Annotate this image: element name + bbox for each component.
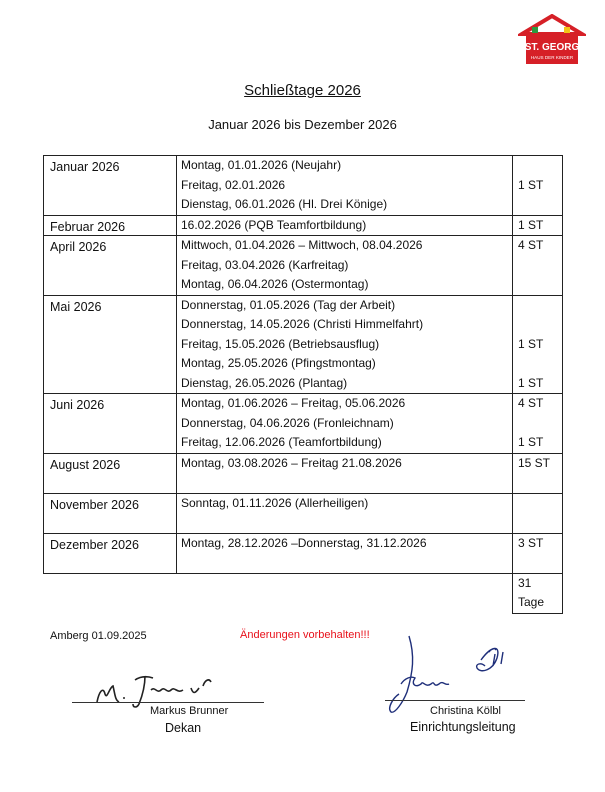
date-line: Donnerstag, 14.05.2026 (Christi Himmelfahrt) <box>181 317 424 331</box>
dates-cell <box>177 533 513 573</box>
signer2-name: Christina Kölbl <box>430 705 501 717</box>
count-cell <box>513 533 563 573</box>
total-cell <box>513 573 563 613</box>
page-title: Schließtage 2026 <box>244 82 361 99</box>
closing-days-table <box>43 155 563 614</box>
month-cell: November 2026 <box>44 493 177 533</box>
count-line <box>518 473 562 493</box>
month-cell: Mai 2026 <box>44 295 177 394</box>
signer1-name: Markus Brunner <box>150 705 229 717</box>
page-subtitle: Januar 2026 bis Dezember 2026 <box>208 117 397 132</box>
month-cell: Juni 2026 <box>44 394 177 454</box>
st-georg-logo <box>518 14 586 66</box>
dates-cell <box>177 394 513 454</box>
date-line: Mittwoch, 01.04.2026 – Mittwoch, 08.04.2026 <box>181 238 423 252</box>
total-line: Tage <box>518 595 545 609</box>
count-cell <box>513 394 563 454</box>
month-cell: Januar 2026 <box>44 156 177 216</box>
count-cell <box>513 215 563 236</box>
table-row <box>44 394 563 454</box>
date-line: Dienstag, 26.05.2026 (Plantag) <box>181 375 348 390</box>
table-row <box>44 453 563 493</box>
table-row <box>44 215 563 236</box>
count-line <box>518 553 562 573</box>
total-row <box>44 573 563 613</box>
count-line <box>518 414 562 434</box>
date-line: Freitag, 12.06.2026 (Teamfortbildung) <box>181 435 382 449</box>
count-line: 1 ST <box>518 177 544 192</box>
month-cell: Februar 2026 <box>44 215 177 236</box>
dates-cell <box>177 453 513 493</box>
date-line: Donnerstag, 01.05.2026 (Tag der Arbeit) <box>181 297 396 312</box>
total-spacer <box>177 573 513 613</box>
count-line <box>518 494 562 514</box>
changes-notice: Änderungen vorbehalten!!! <box>240 629 370 641</box>
dates-cell <box>177 156 513 216</box>
count-line <box>518 195 562 215</box>
count-line: 1 ST <box>518 336 544 351</box>
count-line: 4 ST <box>518 238 544 252</box>
date-line: 16.02.2026 (PQB Teamfortbildung) <box>181 217 367 232</box>
date-line: Montag, 01.06.2026 – Freitag, 05.06.2026 <box>181 396 406 410</box>
count-line: 1 ST <box>518 435 544 449</box>
table-row <box>44 493 563 533</box>
count-line <box>518 513 562 533</box>
count-line: 1 ST <box>518 217 544 232</box>
count-cell <box>513 493 563 533</box>
count-line <box>518 354 562 374</box>
count-line <box>518 275 562 295</box>
logo-name: ST. GEORG <box>524 42 580 53</box>
date-line: Dienstag, 06.01.2026 (Hl. Drei Könige) <box>181 197 388 211</box>
count-line: 4 ST <box>518 396 544 410</box>
count-line: 3 ST <box>518 535 544 550</box>
count-line <box>518 156 562 176</box>
table-row <box>44 533 563 573</box>
date-line <box>181 473 512 493</box>
date-line: Donnerstag, 04.06.2026 (Fronleichnam) <box>181 415 394 430</box>
table-row <box>44 156 563 216</box>
date-line: Montag, 25.05.2026 (Pfingstmontag) <box>181 356 376 370</box>
count-cell <box>513 453 563 493</box>
month-cell: August 2026 <box>44 453 177 493</box>
count-cell <box>513 236 563 296</box>
count-line <box>518 315 562 335</box>
signer2-role: Einrichtungsleitung <box>410 720 516 734</box>
total-line: 31 <box>518 575 532 590</box>
date-line: Montag, 01.01.2026 (Neujahr) <box>181 158 342 172</box>
date-line <box>181 513 512 533</box>
count-line: 15 ST <box>518 455 551 470</box>
count-line <box>518 296 562 316</box>
total-spacer <box>44 573 177 613</box>
date-line: Freitag, 02.01.2026 <box>181 177 286 192</box>
dates-cell <box>177 236 513 296</box>
count-cell <box>513 156 563 216</box>
date-line: Montag, 03.08.2026 – Freitag 21.08.2026 <box>181 455 402 470</box>
signer1-role: Dekan <box>165 721 202 735</box>
date-line: Montag, 28.12.2026 –Donnerstag, 31.12.2026 <box>181 535 427 550</box>
signature-line-right <box>385 700 525 701</box>
dates-cell <box>177 493 513 533</box>
place-date: Amberg 01.09.2025 <box>50 630 147 642</box>
date-line: Sonntag, 01.11.2026 (Allerheiligen) <box>181 495 369 510</box>
date-line: Freitag, 15.05.2026 (Betriebsausflug) <box>181 336 380 351</box>
logo-tagline: HAUS DER KINDER <box>530 55 574 60</box>
signature-line-left <box>72 702 264 703</box>
count-cell <box>513 295 563 394</box>
table-row <box>44 236 563 296</box>
date-line <box>181 553 512 573</box>
count-line: 1 ST <box>518 375 544 390</box>
count-line <box>518 256 562 276</box>
table-row <box>44 295 563 394</box>
date-line: Freitag, 03.04.2026 (Karfreitag) <box>181 257 349 272</box>
dates-cell <box>177 295 513 394</box>
date-line: Montag, 06.04.2026 (Ostermontag) <box>181 277 369 291</box>
month-cell: April 2026 <box>44 236 177 296</box>
dates-cell <box>177 215 513 236</box>
month-cell: Dezember 2026 <box>44 533 177 573</box>
